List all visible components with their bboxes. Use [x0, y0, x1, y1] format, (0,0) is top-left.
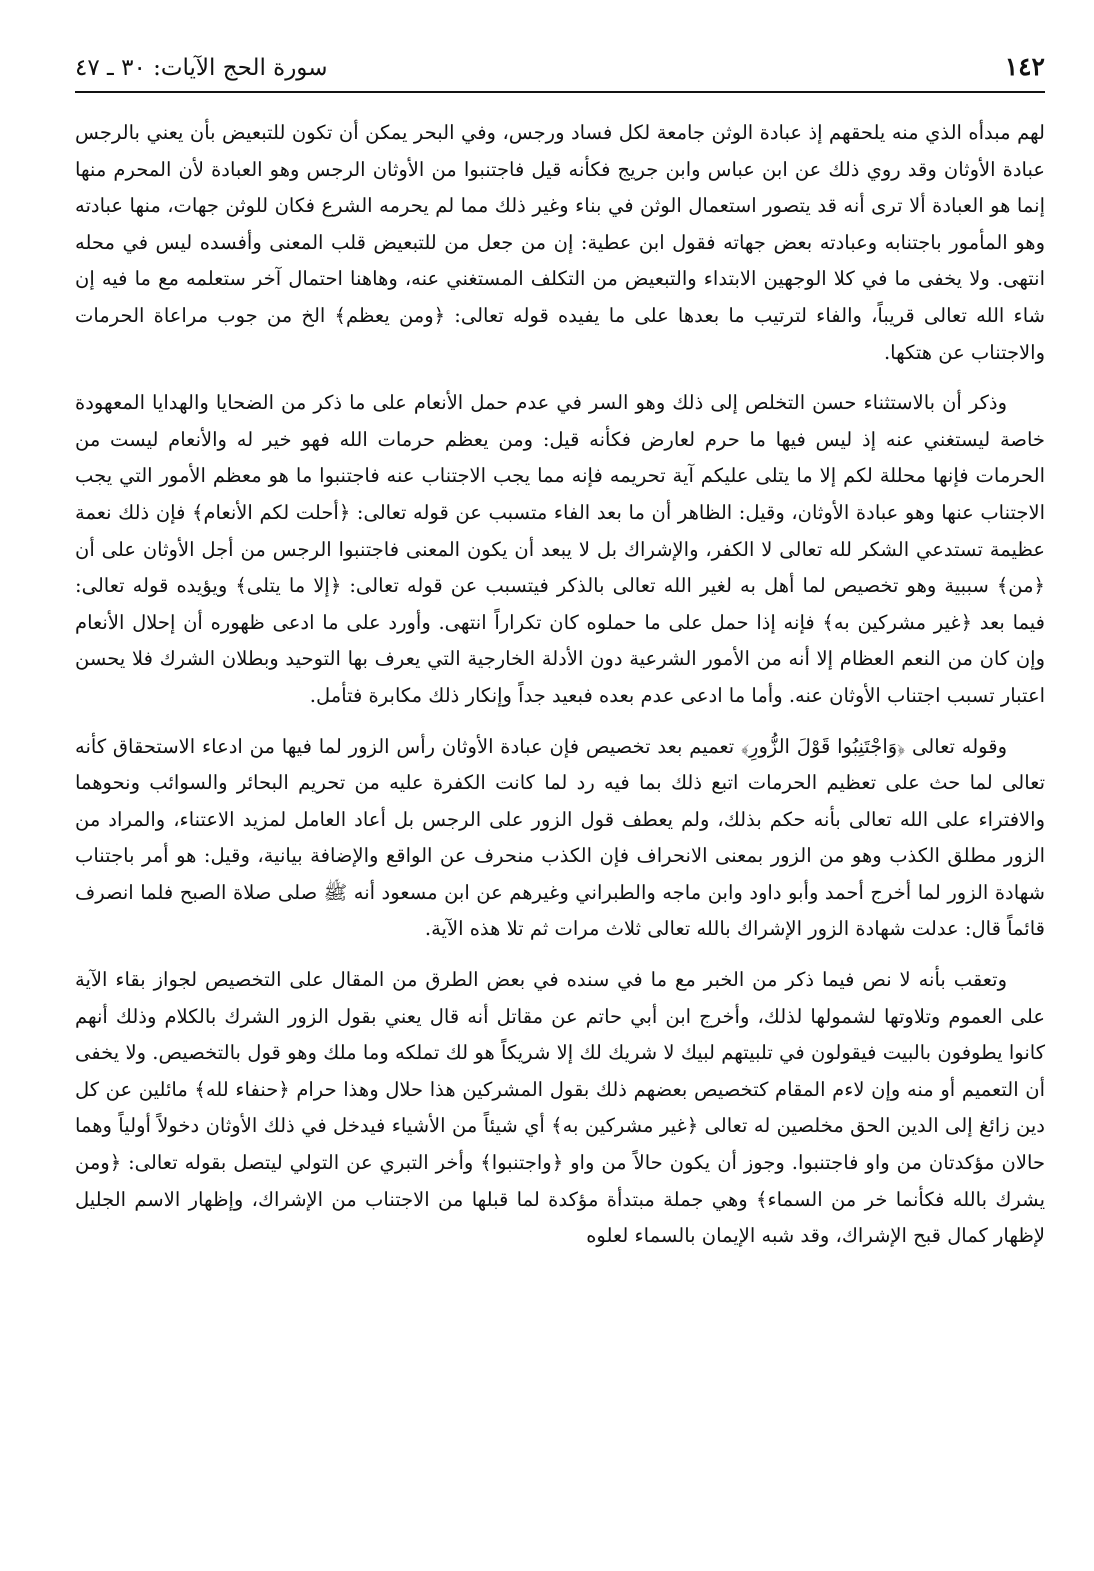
paragraph: وذكر أن بالاستثناء حسن التخلص إلى ذلك وهو السر في عدم حمل الأنعام على ما ذكر من الضحايا والهدايا المعهودة خاصة ليستغني عنه إذ ليس فيها ما حرم لعارض فكأنه قيل: ومن يعظم حرمات الله فهو خير له والأنعام ليست من الحرمات فإنها محللة لكم إلا ما يتلى عليكم آية تحريمه فإنه مما يجب الاجتناب عنه فاجتنبوا ما هو معظم الأمور التي يجب الاجتناب عنها وهو عبادة الأوثان، وقيل: الظاهر أن ما بعد الفاء متسبب عن قوله تعالى: ﴿أحلت لكم الأنعام﴾ فإن ذلك نعمة عظيمة تستدعي الشكر لله تعالى لا الكفر، والإشراك بل لا يبعد أن يكون المعنى فاجتنبوا الرجس من أجل الأوثان على أن ﴿من﴾ سببية وهو تخصيص لما أهل به لغير الله تعالى بالذكر فيتسبب عن قوله تعالى: ﴿إلا ما يتلى﴾ ويؤيده قوله تعالى: فيما بعد ﴿غير مشركين به﴾ فإنه إذا حمل على ما حملوه كان تكراراً انتهى. وأورد على ما ادعى ظهوره أن إحلال الأنعام وإن كان من النعم العظام إلا أنه من الأمور الشرعية دون الأدلة الخارجية التي يعرف بها التوحيد وبطلان الشرك فلا يحسن اعتبار تسبب اجتناب الأوثان عنه. وأما ما ادعى عدم بعده فبعيد جداً وإنكار ذلك مكابرة فتأمل. — [75, 391, 1045, 707]
paragraph: وتعقب بأنه لا نص فيما ذكر من الخبر مع ما في سنده في بعض الطرق من المقال على التخصيص لجواز بقاء الآية على العموم وتلاوتها لشمولها لذلك، وأخرج ابن أبي حاتم عن مقاتل أنه قال يعني بقول الزور الشرك بالكلام وذلك أنهم كانوا يطوفون بالبيت فيقولون في تلبيتهم لبيك لا شريك لك إلا شريكاً هو لك تملكه وما ملك وهو قول بالتخصيص. ولا يخفى أن التعميم أو منه وإن لاءم المقام كتخصيص بعضهم ذلك بقول المشركين هذا حلال وهذا حرام ﴿حنفاء لله﴾ مائلين عن كل دين زائغ إلى الدين الحق مخلصين له تعالى ﴿غير مشركين به﴾ أي شيئاً من الأشياء فيدخل في ذلك الأوثان دخولاً أولياً وهما حالان مؤكدتان من واو فاجتنبوا. وجوز أن يكون حالاً من واو ﴿واجتنبوا﴾ وأخر التبري عن التولي ليتصل بقوله تعالى: ﴿ومن يشرك بالله فكأنما خر من السماء﴾ وهي جملة مبتدأة مؤكدة لما قبلها من الاجتناب من الإشراك، وإظهار الاسم الجليل لإظهار كمال قبح الإشراك، وقد شبه الإيمان بالسماء لعلوه — [75, 968, 1045, 1248]
running-header — [75, 50, 1045, 93]
paragraph: لهم مبدأه الذي منه يلحقهم إذ عبادة الوثن جامعة لكل فساد ورجس، وفي البحر يمكن أن تكون للتبعيض بأن يعني بالرجس عبادة الأوثان وقد روي ذلك عن ابن عباس وابن جريج فكأنه قيل فاجتنبوا من الأوثان الرجس وهو العبادة لأن المحرم منها إنما هو العبادة ألا ترى أنه قد يتصور استعمال الوثن في بناء وغير ذلك مما لم يحرمه الشرع فكان للوثن جهات، منها عبادته وهو المأمور باجتنابه وعبادته بعض جهاته فقول ابن عطية: إن من جعل من للتبعيض قلب المعنى وأفسده ليس في محله انتهى. ولا يخفى ما في كلا الوجهين الابتداء والتبعيض من التكلف المستغني عنه، وهاهنا احتمال آخر ستعلمه مع ما فيه إن شاء الله تعالى قريباً، والفاء لترتيب ما بعدها على ما يفيده قوله تعالى: ﴿ومن يعظم﴾ الخ من جوب مراعاة الحرمات والاجتناب عن هتكها. — [75, 121, 1045, 364]
commentary-body — [75, 115, 1045, 1255]
paragraph: وقوله تعالى ﴿وَاجْتَنِبُوا قَوْلَ الزُّورِ﴾ تعميم بعد تخصيص فإن عبادة الأوثان رأس الزور لما فيها من ادعاء الاستحقاق كأنه تعالى لما حث على تعظيم الحرمات اتبع ذلك بما فيه رد لما كانت الكفرة عليه من تحريم البحائر والسوائب ونحوهما والافتراء على الله تعالى بأنه حكم بذلك، ولم يعطف قول الزور على الرجس بل أعاد العامل لمزيد الاعتناء، والمراد من الزور مطلق الكذب وهو من الزور بمعنى الانحراف فإن الكذب منحرف عن الواقع والإضافة بيانية، وقيل: هو أمر باجتناب شهادة الزور لما أخرج أحمد وأبو داود وابن ماجه والطبراني وغيرهم عن ابن مسعود أنه ﷺ صلى صلاة الصبح فلما انصرف قائماً قال: عدلت شهادة الزور الإشراك بالله تعالى ثلاث مرات ثم تلا هذه الآية. — [75, 734, 1045, 941]
surah-header-title: سورة الحج الآيات: ٣٠ ـ ٤٧ — [75, 55, 328, 81]
book-page — [75, 50, 1045, 1540]
page-number: ١٤٢ — [1004, 52, 1045, 81]
